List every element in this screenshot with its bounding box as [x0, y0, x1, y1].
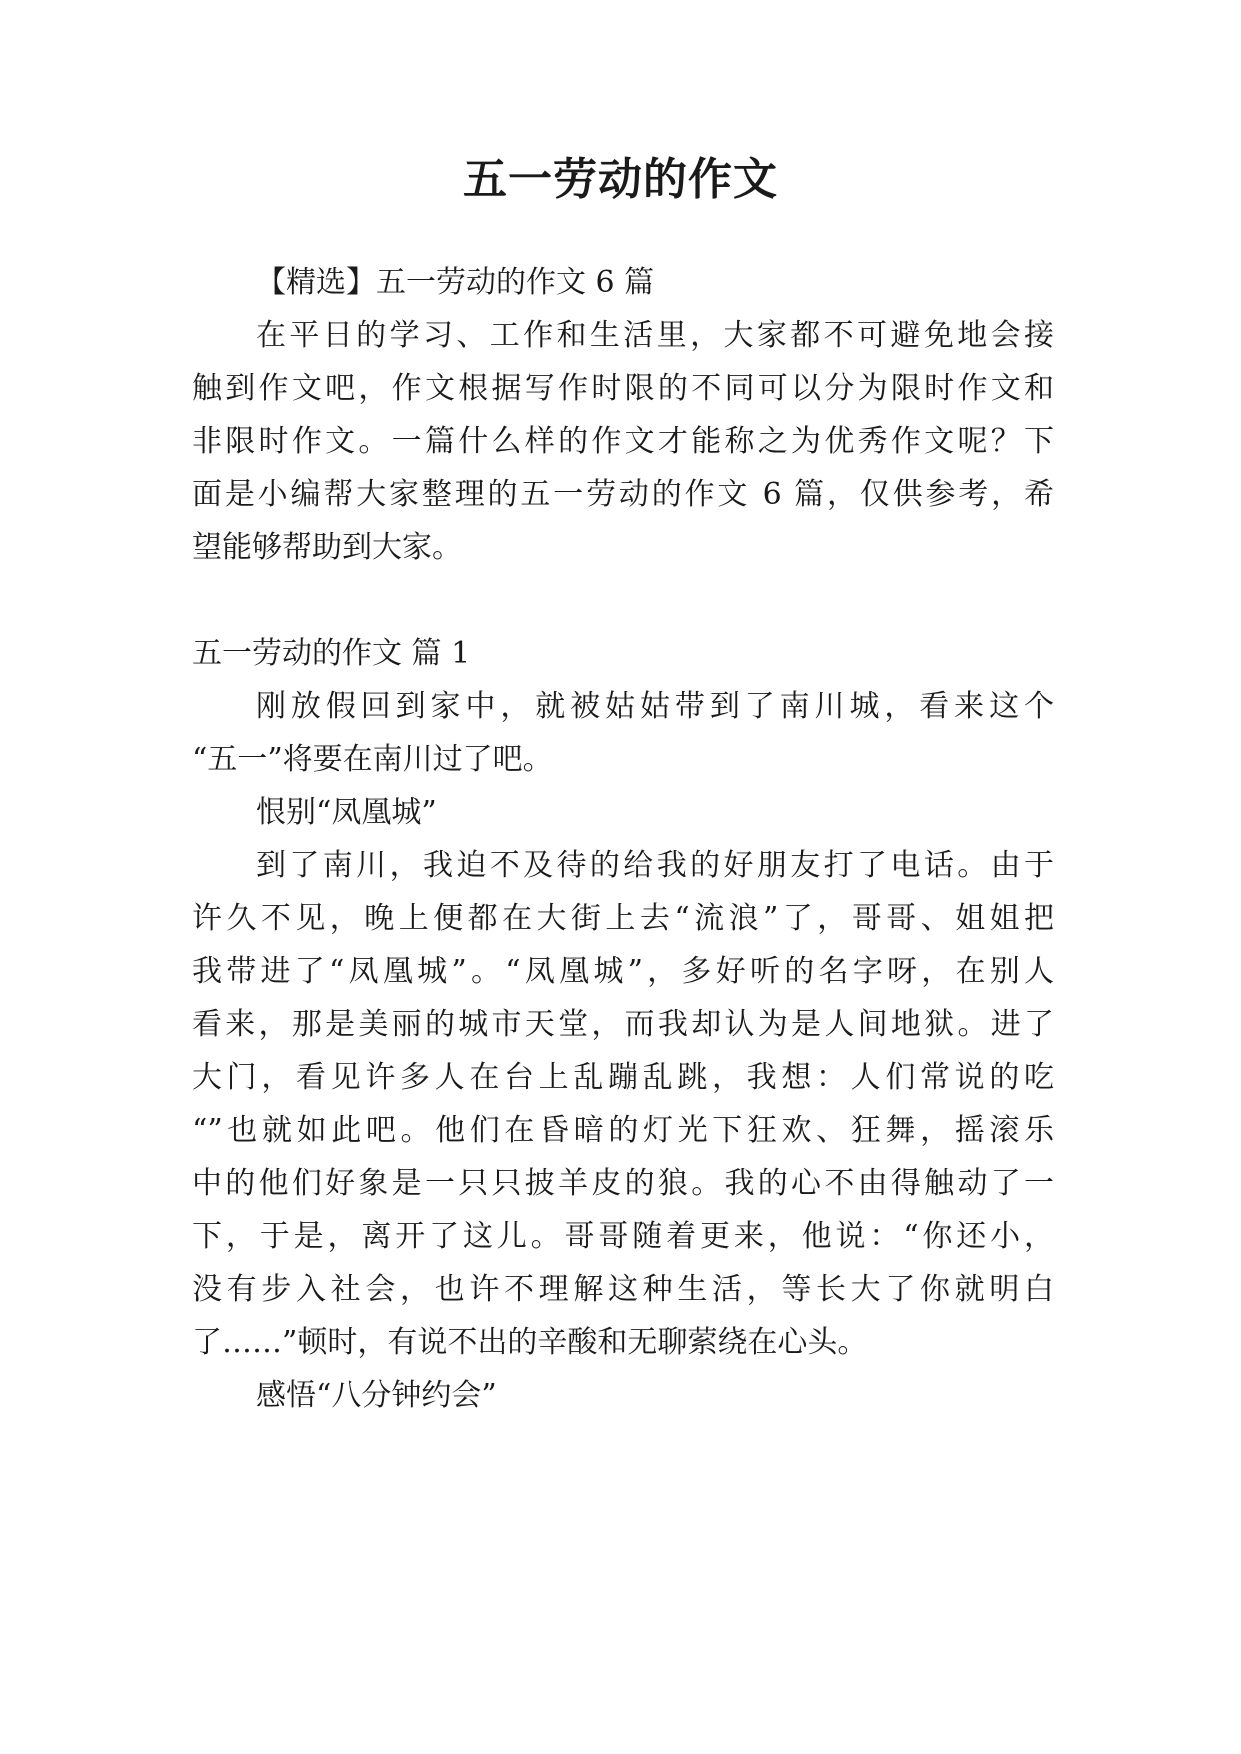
body-line: 刚放假回到家中，就被姑姑带到了南川城，看来这个	[256, 689, 1054, 724]
intro-line: 触到作文吧，作文根据写作时限的不同可以分为限时作文和	[192, 371, 1054, 406]
intro-line: 非限时作文。一篇什么样的作文才能称之为优秀作文呢？下	[192, 424, 1054, 459]
body-line: “”也就如此吧。他们在昏暗的灯光下狂欢、狂舞，摇滚乐	[192, 1113, 1054, 1148]
body-line: 看来，那是美丽的城市天堂，而我却认为是人间地狱。进了	[192, 1007, 1054, 1042]
body-line: 下，于是，离开了这儿。哥哥随着更来，他说：“你还小，	[192, 1219, 1054, 1254]
subheading: 感悟“八分钟约会”	[256, 1378, 497, 1413]
body-line: 没有步入社会，也许不理解这种生活，等长大了你就明白	[192, 1272, 1054, 1307]
body-line: 我带进了“凤凰城”。“凤凰城”，多好听的名字呀，在别人	[192, 954, 1054, 989]
intro-line: 望能够帮助到大家。	[192, 530, 462, 565]
body-line: 大门，看见许多人在台上乱蹦乱跳，我想：人们常说的吃	[192, 1060, 1054, 1095]
body-line: 了……”顿时，有说不出的辛酸和无聊萦绕在心头。	[192, 1325, 868, 1360]
body-line: “五一”将要在南川过了吧。	[192, 742, 553, 777]
section-heading: 五一劳动的作文 篇 1	[192, 636, 471, 671]
body-line: 到了南川，我迫不及待的给我的好朋友打了电话。由于	[256, 848, 1054, 883]
intro-line: 面是小编帮大家整理的五一劳动的作文 6 篇，仅供参考，希	[192, 477, 1054, 512]
document-title: 五一劳动的作文	[463, 154, 778, 205]
body-line: 中的他们好象是一只只披羊皮的狼。我的心不由得触动了一	[192, 1166, 1054, 1201]
intro-lead: 【精选】五一劳动的作文 6 篇	[256, 265, 655, 300]
intro-line: 在平日的学习、工作和生活里，大家都不可避免地会接	[256, 318, 1054, 353]
subheading: 恨别“凤凰城”	[256, 795, 437, 830]
body-line: 许久不见，晚上便都在大街上去“流浪”了，哥哥、姐姐把	[192, 901, 1054, 936]
